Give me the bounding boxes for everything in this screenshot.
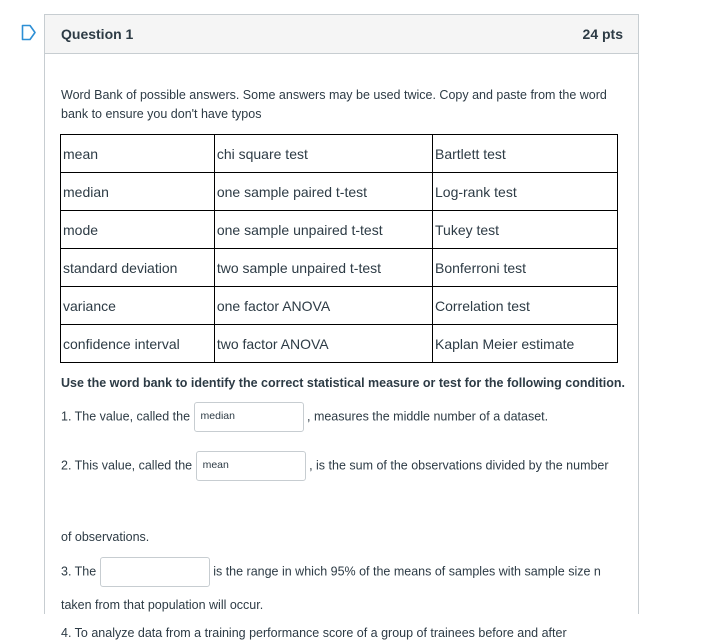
item-2-suffix: , is the sum of the observations divided by the number bbox=[309, 458, 609, 473]
item-3-continuation: taken from that population will occur. bbox=[61, 598, 264, 612]
word-bank-cell: Log-rank test bbox=[433, 173, 618, 211]
word-bank-cell: one factor ANOVA bbox=[214, 287, 432, 325]
question-header bbox=[45, 15, 638, 54]
word-bank-cell: one sample unpaired t-test bbox=[214, 211, 432, 249]
question-item-3 bbox=[61, 557, 601, 587]
word-bank-cell: Tukey test bbox=[433, 211, 618, 249]
word-bank-cell: standard deviation bbox=[61, 249, 215, 287]
question-points: 24 pts bbox=[582, 26, 623, 42]
word-bank-cell: Correlation test bbox=[433, 287, 618, 325]
item-3-suffix: is the range in which 95% of the means of samples with sample size n bbox=[213, 564, 601, 579]
word-bank-row bbox=[61, 135, 618, 173]
item-1-prefix: 1. The value, called the bbox=[61, 409, 191, 424]
word-bank-row bbox=[61, 211, 618, 249]
word-bank-row bbox=[61, 287, 618, 325]
word-bank-cell: mode bbox=[61, 211, 215, 249]
item-3-prefix: 3. The bbox=[61, 564, 97, 579]
item-2-continuation: of observations. bbox=[61, 530, 150, 544]
word-bank-cell: Bonferroni test bbox=[433, 249, 618, 287]
word-bank-cell: chi square test bbox=[214, 135, 432, 173]
word-bank-cell: variance bbox=[61, 287, 215, 325]
item-1-suffix: , measures the middle number of a dataset. bbox=[307, 409, 549, 424]
flag-question-icon[interactable] bbox=[20, 24, 37, 41]
answer-input-1[interactable]: median bbox=[194, 402, 304, 432]
instruction-text: Use the word bank to identify the correct statistical measure or test for the following condition. bbox=[61, 376, 625, 390]
question-card bbox=[44, 14, 639, 640]
word-bank-cell: median bbox=[61, 173, 215, 211]
question-item-1 bbox=[61, 402, 548, 432]
answer-input-3[interactable] bbox=[100, 557, 210, 587]
word-bank-cell: confidence interval bbox=[61, 325, 215, 363]
word-bank-cell: two factor ANOVA bbox=[214, 325, 432, 363]
word-bank-table bbox=[60, 134, 618, 363]
question-item-2 bbox=[61, 451, 609, 481]
question-title: Question 1 bbox=[61, 26, 134, 42]
word-bank-cell: mean bbox=[61, 135, 215, 173]
item-2-prefix: 2. This value, called the bbox=[61, 458, 193, 473]
word-bank-cell: Bartlett test bbox=[433, 135, 618, 173]
word-bank-cell: Kaplan Meier estimate bbox=[433, 325, 618, 363]
word-bank-row bbox=[61, 173, 618, 211]
word-bank-cell: one sample paired t-test bbox=[214, 173, 432, 211]
answer-input-2[interactable]: mean bbox=[196, 451, 306, 481]
question-item-4: 4. To analyze data from a training performance score of a group of trainees before and after bbox=[61, 626, 567, 640]
word-bank-intro: Word Bank of possible answers. Some answers may be used twice. Copy and paste from the word bank to ensure you don't have typos bbox=[61, 88, 607, 121]
word-bank-row bbox=[61, 325, 618, 363]
word-bank-cell: two sample unpaired t-test bbox=[214, 249, 432, 287]
word-bank-row bbox=[61, 249, 618, 287]
